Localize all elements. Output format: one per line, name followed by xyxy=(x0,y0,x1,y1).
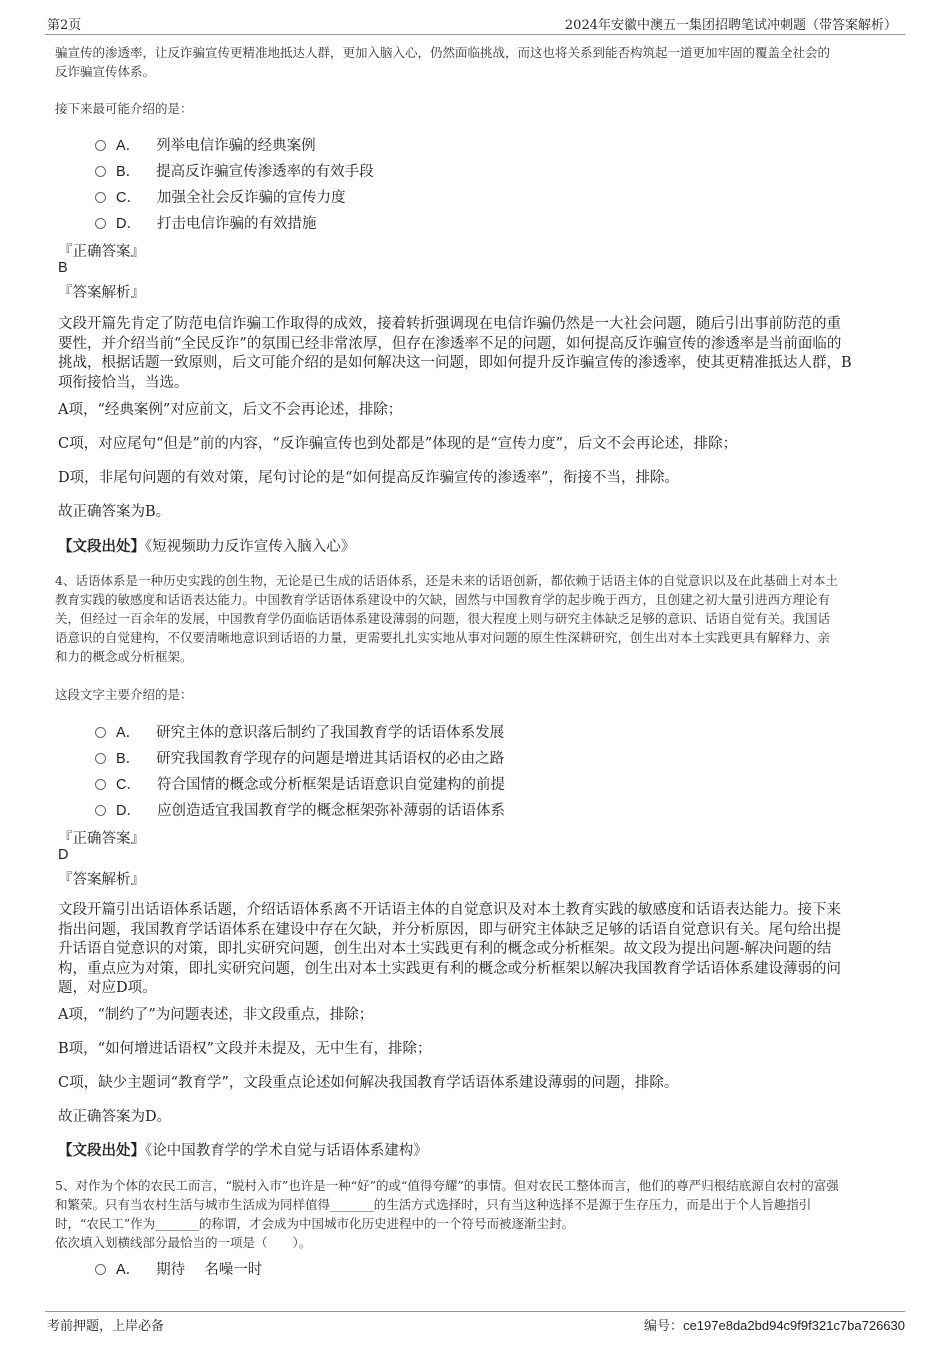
q5-passage xyxy=(55,1176,905,1252)
q4-note-a: A项，“制约了”为问题表述，非文段重点，排除； xyxy=(58,1007,374,1023)
q3-conclusion: 故正确答案为B。 xyxy=(58,504,171,520)
q4-option-a[interactable]: A． 研究主体的意识落后制约了我国教育学的话语体系发展 xyxy=(95,721,504,742)
source-label: 【文段出处】 xyxy=(58,538,145,555)
q3-option-d[interactable]: D． 打击电信诈骗的有效措施 xyxy=(95,212,316,233)
source-label: 【文段出处】 xyxy=(58,1142,145,1159)
passage-line: 时，“农民工”作为_______的称谓，才会成为中国城市化历史进程中的一个符号而被逐渐尘封。 xyxy=(55,1216,575,1231)
q3-source xyxy=(58,537,890,558)
page-footer xyxy=(45,1311,905,1336)
passage-line: 骗宣传的渗透率，让反诈骗宣传更精准地抵达人群，更加入脑入心，仍然面临挑战，而这也将关系到能否构筑起一道更加牢固的覆盖全社会的 xyxy=(55,45,831,60)
passage-line: 5、对作为个体的农民工而言，“脱村入市”也许是一种“好”的或“值得夸耀”的事情。但对农民工整体而言，他们的尊严归根结底源自农村的富强 xyxy=(55,1178,839,1193)
q4-source xyxy=(58,1141,890,1162)
q3-answer-label: 『正确答案』 xyxy=(58,244,145,260)
q4-option-d[interactable]: D． 应创造适宜我国教育学的概念框架弥补薄弱的话语体系 xyxy=(95,799,505,820)
source-title: 《论中国教育学的学术自觉与话语体系建构》 xyxy=(145,1143,428,1159)
q3-note-c: C项，对应尾句“但是”前的内容，“反诈骗宣传也到处都是”体现的是“宣传力度”，后文不会再论述，排除； xyxy=(58,436,738,452)
radio-icon[interactable] xyxy=(95,753,106,764)
analysis-line: 指出问题，我国教育学话语体系在建设中存在欠缺，并分析原因，即与研究主体缺乏足够的话语自觉意识有关。尾句给出提 xyxy=(58,921,841,938)
passage-line: 关，但经过一百余年的发展，中国教育学仍面临话语体系建设薄弱的问题，很大程度上则与研究主体缺乏足够的意识、话语自觉有关。我国话 xyxy=(55,611,831,626)
analysis-line: 项衔接恰当，当选。 xyxy=(58,374,189,391)
radio-icon[interactable] xyxy=(95,805,106,816)
analysis-line: 文段开篇先肯定了防范电信诈骗工作取得的成效，接着转折强调现在电信诈骗仍然是一大社会问题，随后引出事前防范的重 xyxy=(58,316,841,332)
footer-slogan: 考前押题，上岸必备 xyxy=(47,1319,165,1334)
q3-answer: B xyxy=(58,260,68,276)
q3-analysis xyxy=(58,315,890,393)
passage-line: 语意识的自觉建构，不仅要清晰地意识到话语的力量，更需要扎扎实实地从事对问题的原生性深耕研究，创生出对本土实践更具有解释力、亲 xyxy=(55,630,831,645)
passage-line: 和力的概念或分析框架。 xyxy=(55,649,193,664)
document-title: 2024年安徽中澳五一集团招聘笔试冲刺题（带答案解析） xyxy=(564,18,897,33)
radio-icon[interactable] xyxy=(95,192,106,203)
page-number: 第2页 xyxy=(47,18,82,33)
analysis-line: 文段开篇引出话语体系话题，介绍话语体系离不开话语主体的自觉意识及对本土教育实践的敏感度和话语表达能力。接下来 xyxy=(58,902,841,918)
analysis-line: 题，对应D项。 xyxy=(58,980,157,996)
q4-note-c: C项，缺少主题词“教育学”，文段重点论述如何解决我国教育学话语体系建设薄弱的问题，排除。 xyxy=(58,1075,679,1091)
radio-icon[interactable] xyxy=(95,140,106,151)
radio-icon[interactable] xyxy=(95,166,106,177)
q4-conclusion: 故正确答案为D。 xyxy=(58,1109,172,1125)
q4-option-b[interactable]: B． 研究我国教育学现存的问题是增进其话语权的必由之路 xyxy=(95,747,504,768)
radio-icon[interactable] xyxy=(95,1264,106,1275)
q3-option-b[interactable]: B． 提高反诈骗宣传渗透率的有效手段 xyxy=(95,160,374,181)
passage-line: 依次填入划横线部分最恰当的一项是（ ）。 xyxy=(55,1235,312,1250)
q4-analysis xyxy=(58,901,890,999)
passage-line: 4、话语体系是一种历史实践的创生物，无论是已生成的话语体系，还是未来的话语创新，都依赖于话语主体的自觉意识以及在此基础上对本土 xyxy=(55,573,838,588)
q3-passage-tail xyxy=(55,43,905,81)
analysis-line: 挑战，根据话题一致原则，后文可能介绍的是如何解决这一问题，即如何提升反诈骗宣传的渗透率，使其更精准抵达人群，B xyxy=(58,355,852,371)
q3-option-c[interactable]: C． 加强全社会反诈骗的宣传力度 xyxy=(95,186,345,207)
passage-line: 教育实践的敏感度和话语表达能力。中国教育学话语体系建设中的欠缺，固然与中国教育学的起步晚于西方，且创建之初大量引进西方理论有 xyxy=(55,592,831,607)
analysis-line: 构，重点应为对策，即扎实研究问题，创生出对本土实践更有利的概念或分析框架以解决我国教育学话语体系建设薄弱的问 xyxy=(58,960,841,977)
q3-prompt: 接下来最可能介绍的是： xyxy=(55,101,193,116)
passage-line: 反诈骗宣传体系。 xyxy=(55,64,156,79)
radio-icon[interactable] xyxy=(95,218,106,229)
passage-line: 和繁荣。只有当农村生活与城市生活成为同样值得_______的生活方式选择时，只有当这种选择不是源于生存压力，而是出于个人旨趣指引 xyxy=(55,1197,812,1212)
q4-passage xyxy=(55,571,905,666)
document-code: 编号：ce197e8da2bd94c9f9f321c7ba726630 xyxy=(644,1318,905,1334)
source-title: 《短视频助力反诈宣传入脑入心》 xyxy=(145,539,356,555)
q4-option-c[interactable]: C． 符合国情的概念或分析框架是话语意识自觉建构的前提 xyxy=(95,773,505,794)
q4-answer-label: 『正确答案』 xyxy=(58,831,145,847)
q3-analysis-label: 『答案解析』 xyxy=(58,285,145,301)
radio-icon[interactable] xyxy=(95,727,106,738)
q4-answer: D xyxy=(58,847,69,863)
analysis-line: 要性，并介绍当前“全民反诈”的氛围已经非常浓厚，但存在渗透率不足的问题，如何提高反诈骗宣传的渗透率是当前面临的 xyxy=(58,335,842,352)
q3-option-a[interactable]: A． 列举电信诈骗的经典案例 xyxy=(95,134,316,155)
analysis-line: 升话语自觉意识的对策，即扎实研究问题，创生出对本土实践更有利的概念或分析框架。故文段为提出问题-解决问题的结 xyxy=(58,941,832,957)
q3-note-d: D项，非尾句问题的有效对策，尾句讨论的是“如何提高反诈骗宣传的渗透率”，衔接不当，排除。 xyxy=(58,470,679,486)
q3-note-a: A项，“经典案例”对应前文，后文不会再论述，排除； xyxy=(58,402,403,418)
page-header xyxy=(45,12,905,35)
q4-prompt: 这段文字主要介绍的是： xyxy=(55,687,193,702)
q4-note-b: B项，“如何增进话语权”文段并未提及，无中生有，排除； xyxy=(58,1041,432,1057)
q4-analysis-label: 『答案解析』 xyxy=(58,872,145,888)
radio-icon[interactable] xyxy=(95,779,106,790)
q5-option-a[interactable]: A． 期待 名噪一时 xyxy=(95,1258,262,1279)
